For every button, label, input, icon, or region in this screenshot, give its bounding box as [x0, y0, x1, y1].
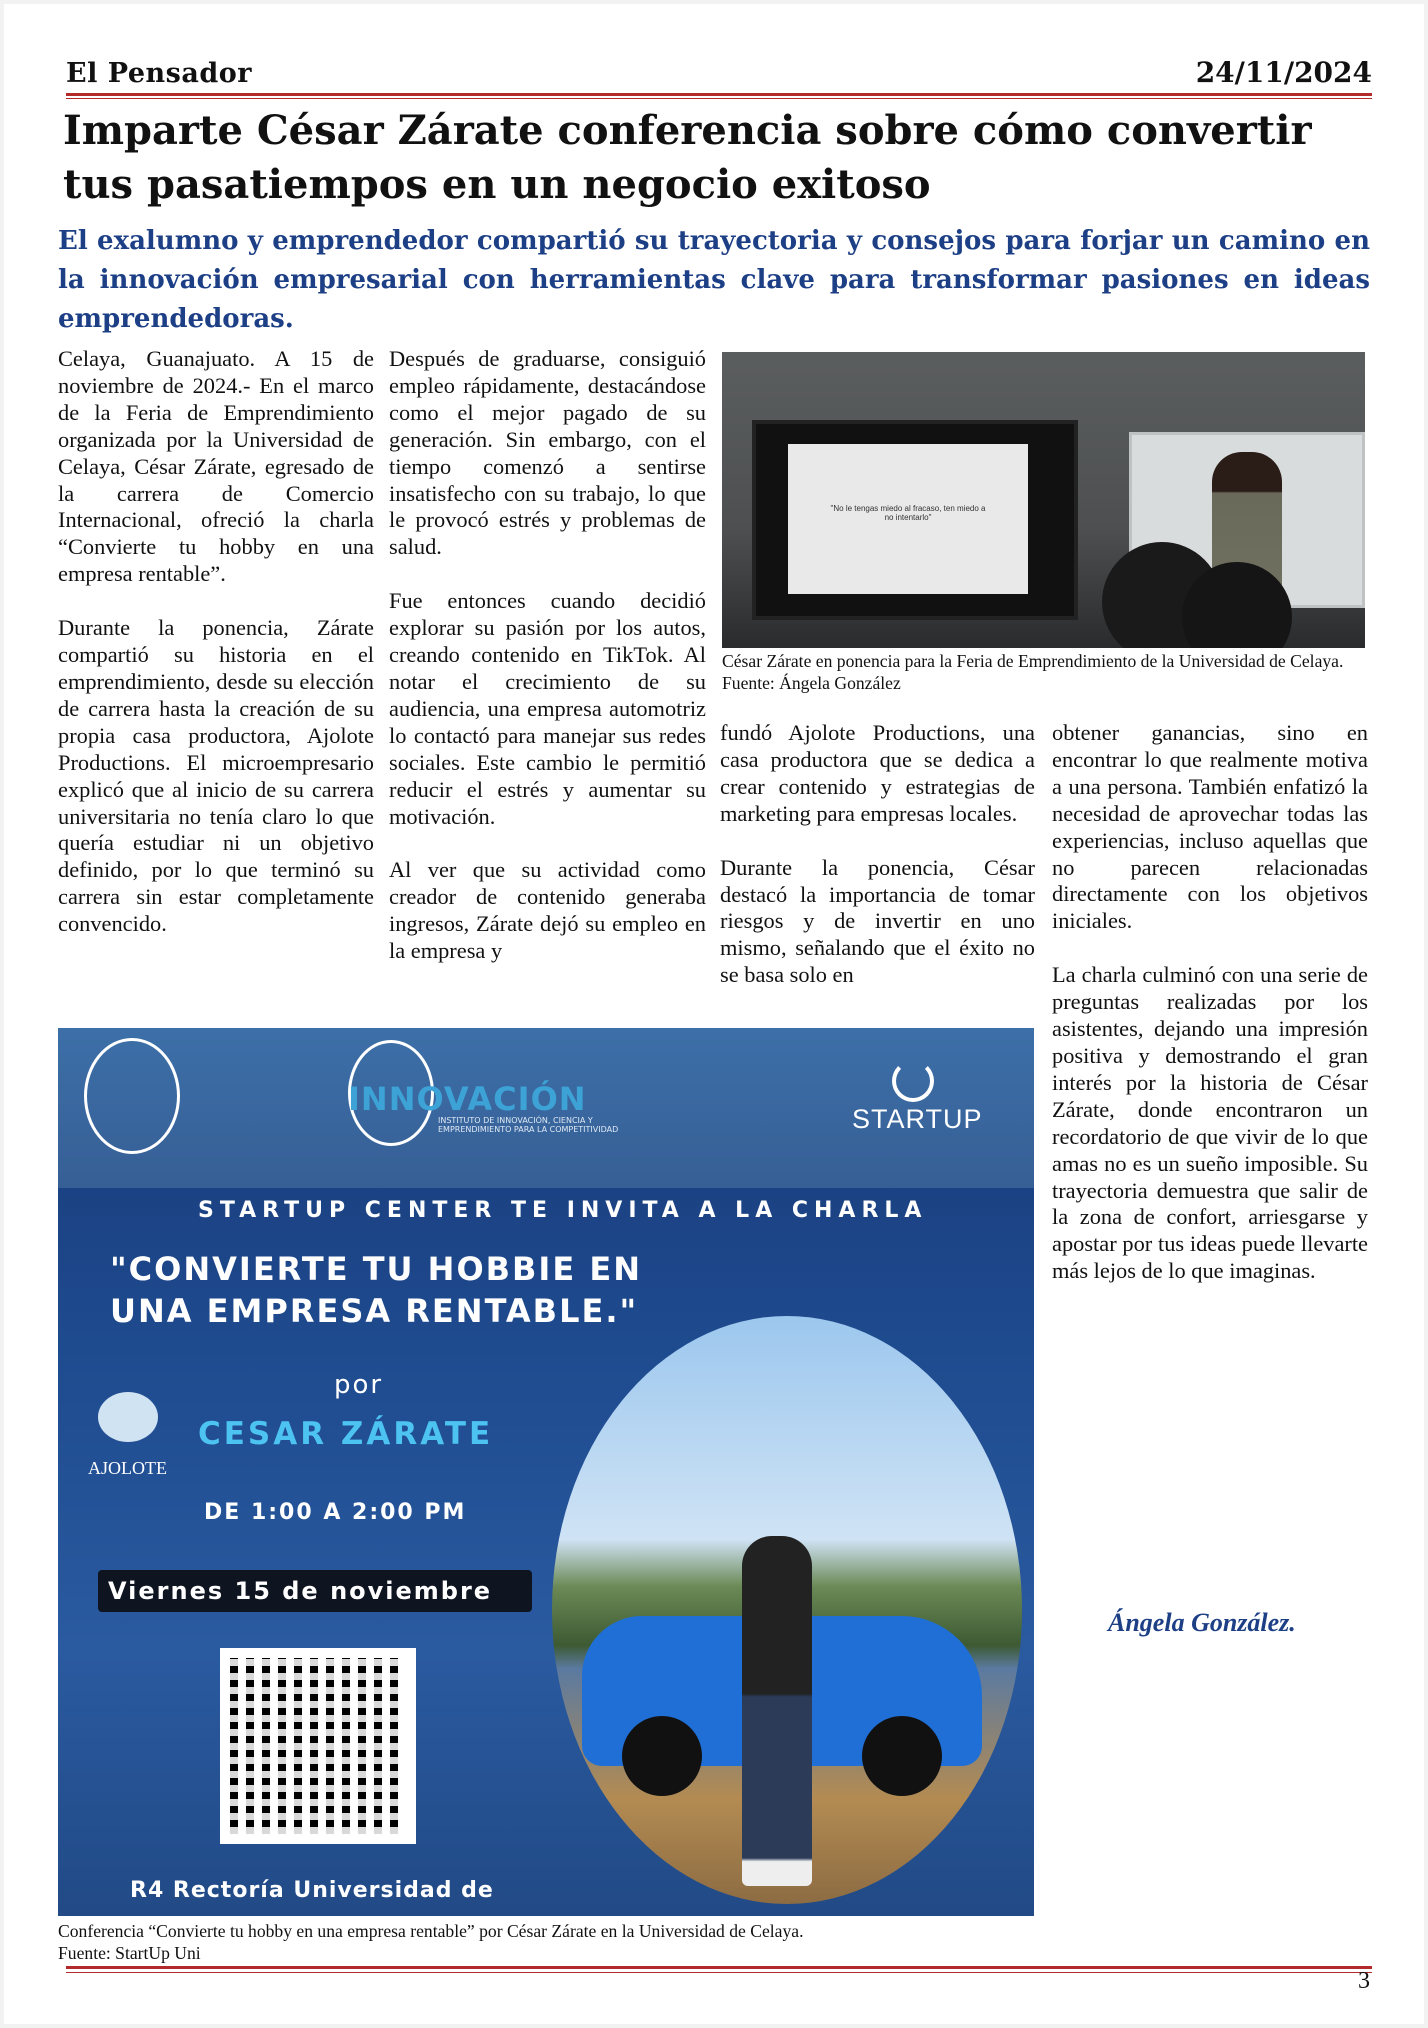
column-1 — [58, 346, 374, 965]
photo-caption: César Zárate en ponencia para la Feria de Emprendimiento de la Universidad de Celaya. Fuente: Ángela González — [722, 651, 1344, 693]
university-seal-icon — [84, 1038, 180, 1154]
speaker-figure — [742, 1536, 812, 1886]
qr-code-icon — [220, 1648, 416, 1844]
column-3 — [720, 720, 1035, 1016]
poster-title-line: "CONVIERTE TU HOBBIE EN — [110, 1250, 642, 1288]
speaker-car-photo — [552, 1316, 1022, 1904]
poster-invite: STARTUP CENTER TE INVITA A LA CHARLA — [198, 1198, 928, 1223]
paragraph: fundó Ajolote Productions, una casa productora que se dedica a crear contenido y estrategias de marketing para empresas locales. — [720, 720, 1035, 826]
issue-date: 24/11/2024 — [1195, 56, 1372, 89]
author-signature: Ángela González. — [1108, 1608, 1296, 1637]
innovacion-subtitle: INSTITUTO DE INNOVACIÓN, CIENCIA Y EMPRENDIMIENTO PARA LA COMPETITIVIDAD — [438, 1116, 619, 1134]
conference-photo — [722, 352, 1365, 648]
paragraph: Durante la ponencia, Zárate compartió su historia en el emprendimiento, desde su elección de carrera hasta la creación de su propia casa productora, Ajolote Productions. El microempresario explicó que al inicio de su carrera universitaria no tenía claro lo que quería estudiar ni un objetivo definido, por lo que terminó su carrera sin estar completamente convencido. — [58, 615, 374, 937]
paragraph: Fue entonces cuando decidió explorar su pasión por los autos, creando contenido en TikTok. Al notar el crecimiento de su audiencia, una empresa automotriz lo contactó para manejar sus redes sociales. Este cambio le permitió reducir el estrés y aumentar su motivación. — [389, 588, 706, 829]
poster-title-line: UNA EMPRESA RENTABLE." — [110, 1292, 639, 1330]
event-poster — [58, 1028, 1034, 1916]
paragraph: Celaya, Guanajuato. A 15 de noviembre de 2024.- En el marco de la Feria de Emprendimiento organizada por la Universidad de Celaya, César Zárate, egresado de la carrera de Comercio Internacional, ofreció la charla “Convierte tu hobby en una empresa rentable”. — [58, 346, 374, 587]
header-rule — [66, 93, 1372, 96]
poster-time: DE 1:00 A 2:00 PM — [204, 1500, 467, 1525]
paragraph: Durante la ponencia, César destacó la importancia de tomar riesgos y de invertir en uno mismo, señalando que el éxito no se basa solo en — [720, 854, 1035, 988]
screen-quote: "No le tengas miedo al fracaso, ten miedo a no intentarlo" — [830, 504, 986, 522]
poster-by: por — [334, 1370, 384, 1400]
masthead: El Pensador — [66, 58, 252, 89]
header-rule-thin — [66, 98, 1372, 99]
page-number: 3 — [1358, 1968, 1370, 1994]
startup-logo: STARTUP — [852, 1104, 983, 1134]
footer-rule-thin — [66, 1972, 1372, 1973]
presentation-screen — [752, 420, 1078, 620]
poster-caption — [58, 1920, 1038, 1964]
poster-footer: R4 Rectoría Universidad de — [130, 1878, 494, 1903]
poster-caption-source: Fuente: StartUp Uni — [58, 1943, 201, 1963]
paragraph: La charla culminó con una serie de preguntas realizadas por los asistentes, dejando una impresión positiva y demostrando el gran interés por la historia de César Zárate, donde encontraron un recordatorio de que vivir de lo que amas no es un sueño imposible. Su trayectoria demuestra que salir de la zona de confort, arriesgarse y apostar por tus ideas puede llevarte más lejos de lo que imaginas. — [1052, 962, 1368, 1284]
ajolote-logo-label: AJOLOTE — [88, 1458, 167, 1478]
innovacion-logo: INNOVACIÓN — [348, 1080, 587, 1118]
axolotl-logo-icon — [98, 1392, 158, 1442]
power-icon — [892, 1060, 934, 1102]
poster-date: Viernes 15 de noviembre — [98, 1570, 532, 1612]
column-2 — [389, 346, 706, 992]
headline: Imparte César Zárate conferencia sobre cómo convertir tus pasatiempos en un negocio exitoso — [63, 107, 1312, 208]
poster-speaker-name: CESAR ZÁRATE — [198, 1416, 494, 1452]
paragraph: Después de graduarse, consiguió empleo rápidamente, destacándose como el mejor pagado de su generación. Sin embargo, con el tiempo comenzó a sentirse insatisfecho con su trabajo, lo que le provocó estrés y problemas de salud. — [389, 346, 706, 560]
poster-title — [110, 1248, 642, 1332]
paragraph: obtener ganancias, sino en encontrar lo que realmente motiva a una persona. También enfatizó la necesidad de aprovechar todas las experiencias, incluso aquellas que no parecen relacionadas directamente con los objetivos iniciales. — [1052, 720, 1368, 934]
column-4 — [1052, 720, 1368, 1312]
paragraph: Al ver que su actividad como creador de contenido generaba ingresos, Zárate dejó su empleo en la empresa y — [389, 857, 706, 964]
footer-rule — [66, 1966, 1372, 1969]
deck-subtitle: El exalumno y emprendedor compartió su trayectoria y consejos para forjar un camino en la innovación empresarial con herramientas clave para transformar pasiones en ideas emprendedoras. — [58, 226, 1370, 334]
poster-caption-line: Conferencia “Convierte tu hobby en una empresa rentable” por César Zárate en la Universidad de Celaya. — [58, 1921, 804, 1941]
